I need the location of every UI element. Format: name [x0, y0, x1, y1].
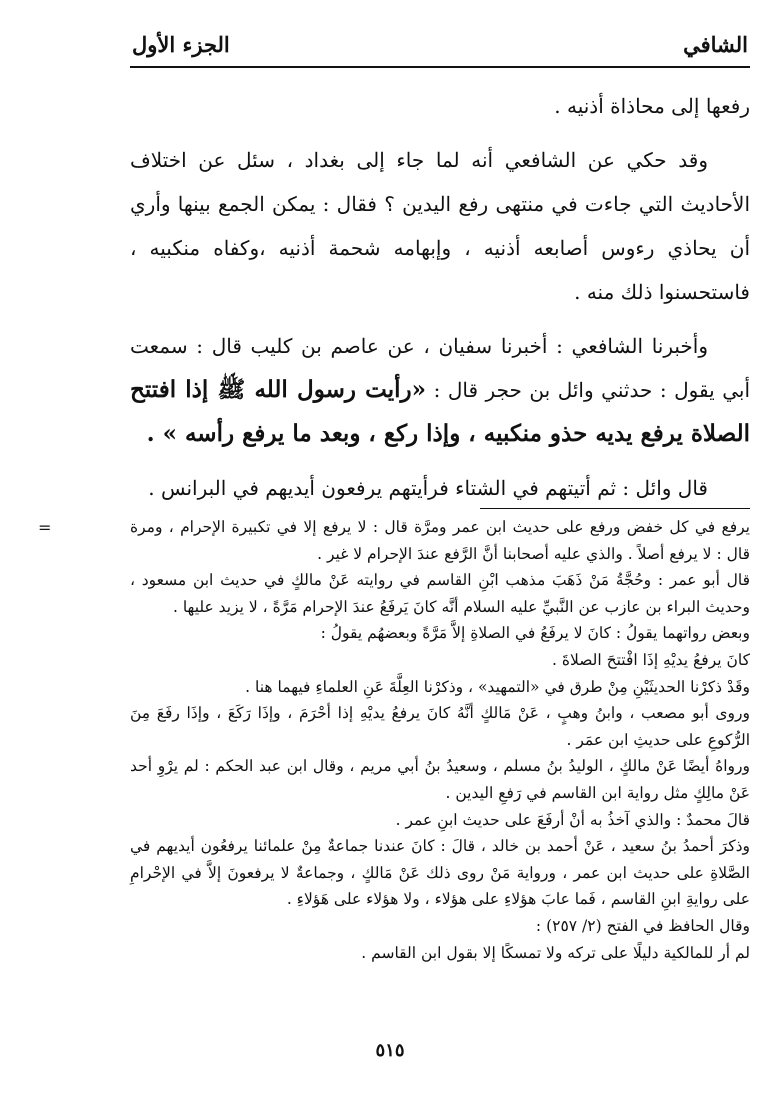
page-number: ٥١٥	[375, 1040, 405, 1061]
footnote-line: ورواهُ أيضًا عَنْ مالكٍ ، الوليدُ بنُ مسلم ، وسعيدُ بنُ أبي مريم ، وقال ابن عبد الحكم : لم يرْوِ أحد عَنْ مالِكٍ مثل رواية ابن القاسم في رَفعِ اليدين .	[130, 757, 750, 802]
footnote-separator	[480, 508, 750, 509]
header-rule	[130, 66, 750, 68]
footnote-line: وروى أبو مصعب ، وابنُ وهبٍ ، عَنْ مَالكٍ أنَّهُ كانَ يرفعُ يديْهِ إذا أحْرَمَ ، وإذَا رَكَعَ ، وإذَا رفَعَ مِنَ الرُّكوعِ على حديثِ ابن عمَر .	[130, 704, 750, 749]
main-text	[130, 84, 750, 520]
footnote-line: قال أبو عمر : وحُجَّةُ مَنْ ذَهَبَ مذهب ابْنِ القاسم في روايته عَنْ مالكٍ في حديث ابن مسعود ، وحديث البراء بن عازب عن النَّبيِّ عليه السلام أنَّه كانَ يَرفَعُ عندَ الإحرام مَرَّةً ، لا يزيد عليها .	[130, 571, 750, 616]
paragraph-2: وقد حكي عن الشافعي أنه لما جاء إلى بغداد ، سئل عن اختلاف الأحاديث التي جاءت في منتهى رفع اليدين ؟ فقال : يمكن الجمع بينها وأري أن يحاذي رءوس أصابعه أذنيه ، وإبهامه شحمة أذنيه ،وكفاه منكبيه ، فاستحسنوا ذلك منه .	[130, 148, 750, 304]
footnote-line: قالَ محمدٌ : والذي آخذُ به أنْ أرفَعَ على حديث ابنِ عمر .	[395, 810, 750, 829]
footnote-line: وبعض رواتهما يقولُ : كانَ لا يرفَعُ في الصلاةِ إلاَّ مَرَّةً وبعضهُم يقولُ :	[320, 624, 750, 643]
paragraph-4: قال وائل : ثم أتيتهم في الشتاء فرأيتهم يرفعون أيديهم في البرانس .	[148, 476, 708, 500]
running-header-volume: الجزء الأول	[132, 32, 230, 57]
footnote-line: وقال الحافظ في الفتح (٢/ ٢٥٧) :	[535, 916, 750, 935]
paragraph-1: رفعها إلى محاذاة أذنيه .	[554, 94, 750, 118]
paragraph-3	[130, 324, 750, 456]
footnote-line: يرفع في كل خفض ورفع على حديث ابن عمر ومرَّة قال : لا يرفع إلا في تكبيرة الإحرام ، ومرة قال : لا يرفع أصلاً . والذي عليه أصحابنا أنَّ الرَّفع عندَ الإحرام لا غير .	[130, 518, 750, 563]
hadith-isnad: وأخبرنا الشافعي : أخبرنا سفيان ، عن عاصم بن كليب قال : سمعت أبي يقول : حدثني وائل بن حجر قال :	[130, 334, 750, 402]
footnote-continuation-mark: =	[38, 518, 52, 537]
hadith-text: «رأيت رسول الله ﷺ إذا افتتح الصلاة يرفع يديه حذو منكبيه ، وإذا ركع ، وبعد ما يرفع رأسه » .	[130, 376, 750, 447]
running-header-title: الشافي	[683, 32, 748, 57]
footnote-line: لم أر للمالكية دليلًا على تركه ولا تمسكًا إلا بقول ابن القاسم .	[361, 943, 750, 962]
footnote-line: وذكرَ أحمدُ بنُ سعيد ، عَنْ أحمد بن خالد ، قالَ : كانَ عندنا جماعةٌ مِنْ علمائنا يرفعُون أيديهم في الصَّلاةِ على حديث ابن عمر ، ورواية مَنْ روى ذلك عَنْ مَالكٍ ، وجماعةٌ لا يرفعونَ إلاَّ في الإحْرامِ على روايةِ ابنِ القاسم ، فَما عابَ هؤلاءِ على هؤلاء ، ولا هؤلاء على هَؤلاءِ .	[130, 837, 750, 909]
footnote-line: كانَ يرفعُ يديْهِ إذَا افْتتحَ الصلاةَ .	[551, 650, 750, 669]
footnote-line: وقَدْ ذكرْنا الحديثَيْنِ مِنْ طرق في «التمهيد» ، وذكرْنا العِلَّةَ عَنِ العلماءِ فيهما هنا .	[245, 677, 750, 696]
footnotes	[130, 514, 750, 966]
